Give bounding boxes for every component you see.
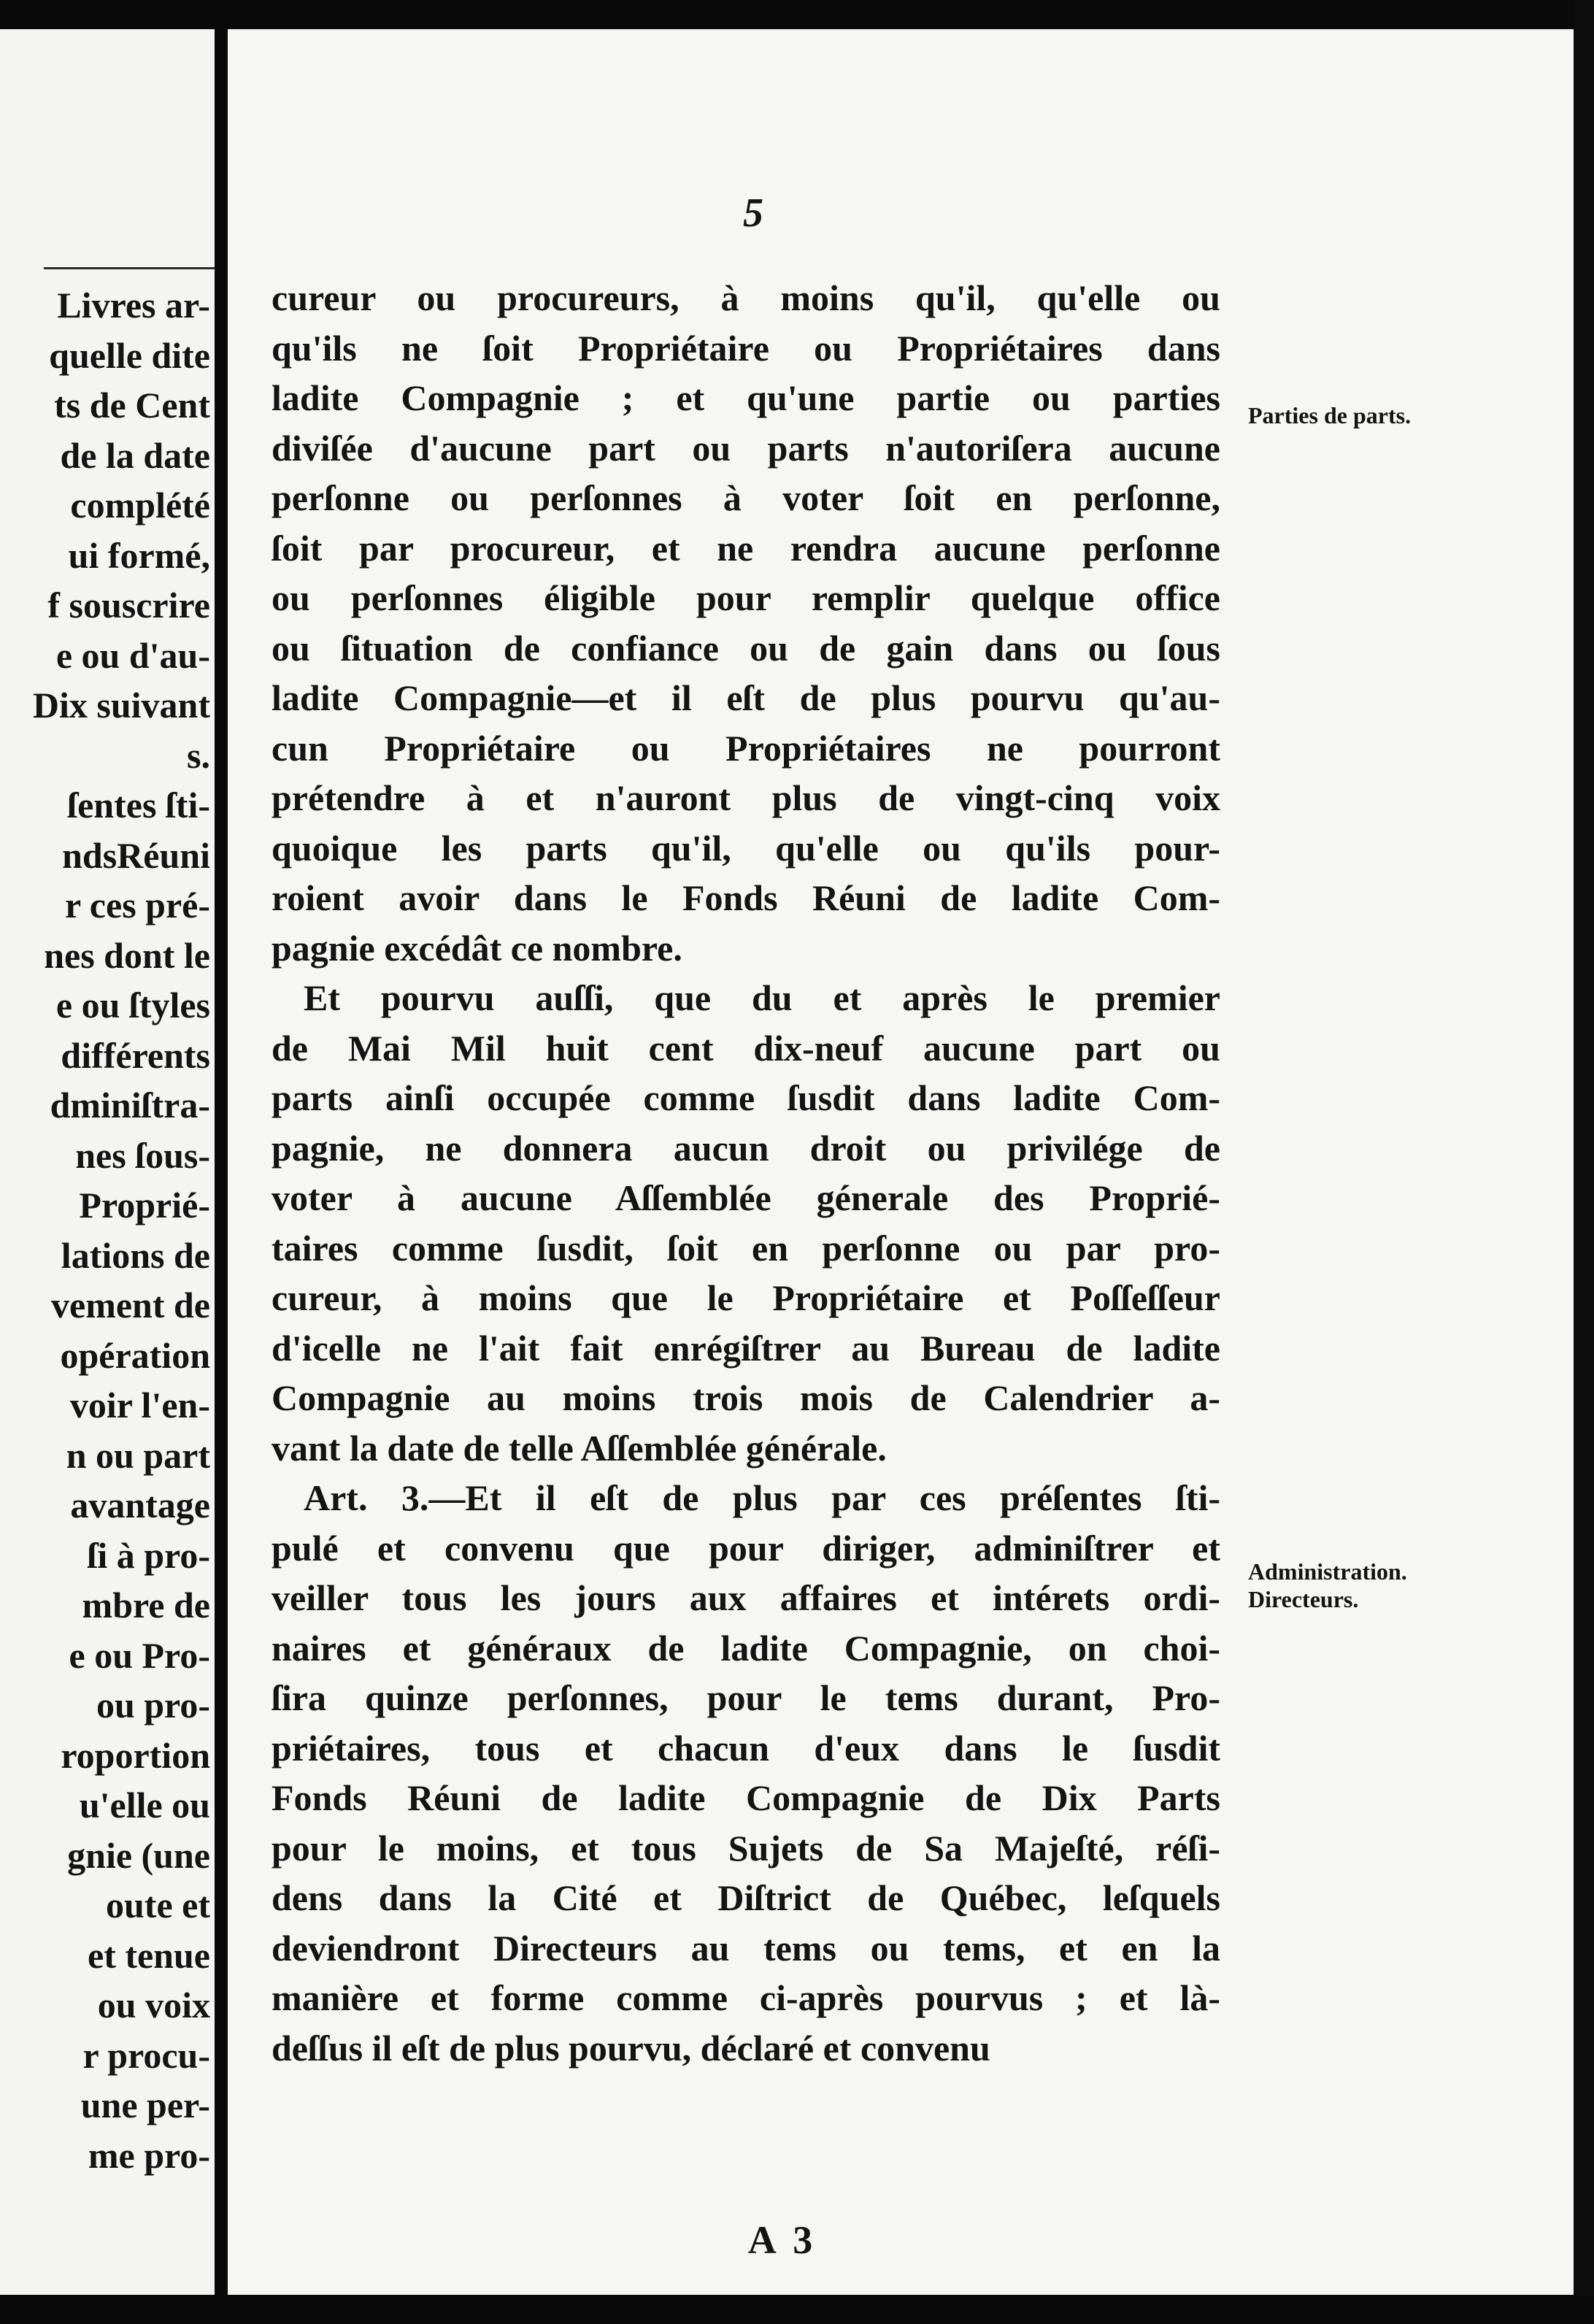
body-text — [272, 273, 1220, 2073]
left-text-line: ts de Cent — [54, 385, 210, 426]
text-line: Fonds Réuni de ladite Compagnie de Dix Parts — [272, 1777, 1220, 1818]
text-line: pagnie, ne donnera aucun droit ou privilége de — [272, 1127, 1220, 1169]
text-line: Art. 3.—Et il eſt de plus par ces préſentes ſti- — [304, 1477, 1220, 1518]
header-rule — [44, 267, 215, 269]
right-page — [228, 29, 1574, 2295]
text-line: prétendre à et n'auront plus de vingt-cinq voix — [272, 777, 1220, 818]
left-text-line: roportion — [61, 1734, 210, 1776]
left-page-text — [0, 280, 210, 2180]
left-text-line: Proprié- — [79, 1185, 210, 1226]
left-text-line: mbre de — [82, 1585, 210, 1625]
text-line: ſoit par procureur, et ne rendra aucune perſonne — [272, 527, 1220, 569]
text-line: quoique les parts qu'il, qu'elle ou qu'ils pour- — [272, 827, 1220, 869]
left-text-line: u'elle ou — [79, 1785, 210, 1825]
left-text-line: lations de — [61, 1234, 210, 1276]
text-line: manière et forme comme ci-après pourvus ; et là- — [272, 1977, 1220, 2018]
left-text-line: ſi à pro- — [87, 1534, 210, 1576]
left-text-line: vement de — [51, 1285, 210, 1325]
left-text-line: nes ſous- — [75, 1134, 210, 1176]
text-line: deviendront Directeurs au tems ou tems, et en la — [272, 1927, 1220, 1969]
left-text-line: opération — [60, 1334, 210, 1376]
left-text-line: Dix suivant — [32, 685, 210, 726]
book-gutter — [215, 0, 228, 2324]
text-line: parts ainſi occupée comme ſusdit dans ladite Com- — [272, 1077, 1220, 1118]
text-line: naires et généraux de ladite Compagnie, on choi- — [272, 1627, 1220, 1669]
left-page-fragment — [0, 29, 215, 2295]
text-line: roient avoir dans le Fonds Réuni de ladite Com- — [272, 877, 1220, 918]
left-text-line: n ou part — [66, 1434, 210, 1476]
text-line: pulé et convenu que pour diriger, adminiſtrer et — [272, 1527, 1220, 1569]
page-number: 5 — [743, 191, 763, 236]
left-text-line: de la date — [60, 434, 210, 476]
left-text-line: quelle dite — [49, 334, 210, 376]
text-line: voter à aucune Aſſemblée génerale des Proprié- — [272, 1177, 1220, 1218]
signature-mark: A 3 — [747, 2218, 817, 2262]
text-line: ou perſonnes éligible pour remplir quelque office — [272, 577, 1220, 618]
left-text-line: ſentes ſti- — [67, 785, 210, 826]
left-text-line: e ou Pro- — [69, 1634, 210, 1676]
left-text-line: me pro- — [88, 2134, 210, 2176]
text-line: d'icelle ne l'ait fait enrégiſtrer au Bureau de ladite — [272, 1327, 1220, 1369]
left-text-line: dminiſtra- — [50, 1085, 210, 1126]
text-line: qu'ils ne ſoit Propriétaire ou Propriétaires dans — [272, 327, 1220, 369]
scan-border-right — [1574, 0, 1594, 2324]
left-text-line: et tenue — [88, 1934, 210, 1976]
left-text-line: r ces pré- — [65, 885, 210, 926]
left-text-line: ndsRéuni — [62, 834, 210, 876]
left-text-line: ui formé, — [68, 534, 210, 576]
left-text-line: s. — [187, 734, 210, 776]
text-line: veiller tous les jours aux affaires et intérets ordi- — [272, 1577, 1220, 1618]
text-line: cureur, à moins que le Propriétaire et Poſſeſſeur — [272, 1277, 1220, 1318]
text-line: dens dans la Cité et Diſtrict de Québec, leſquels — [272, 1877, 1220, 1918]
left-text-line: ou pro- — [96, 1685, 210, 1725]
left-text-line: avantage — [70, 1485, 210, 1525]
margin-note-administration: Administration. — [1248, 1558, 1407, 1585]
left-text-line: nes dont le — [44, 934, 210, 976]
text-line: de Mai Mil huit cent dix-neuf aucune part ou — [272, 1027, 1220, 1069]
left-text-line: différents — [61, 1034, 210, 1076]
text-line: diviſée d'aucune part ou parts n'autoriſera aucune — [272, 427, 1220, 469]
text-line: vant la date de telle Aſſemblée générale. — [272, 1427, 887, 1469]
text-line: pagnie excédât ce nombre. — [272, 927, 682, 969]
text-line: cun Propriétaire ou Propriétaires ne pourront — [272, 727, 1220, 769]
left-text-line: f souscrire — [47, 585, 210, 626]
text-line: ſira quinze perſonnes, pour le tems durant, Pro- — [272, 1677, 1220, 1718]
left-text-line: ou voix — [97, 1985, 210, 2025]
text-line: Compagnie au moins trois mois de Calendrier a- — [272, 1377, 1220, 1418]
text-line: cureur ou procureurs, à moins qu'il, qu'elle ou — [272, 277, 1220, 318]
text-line: ladite Compagnie—et il eſt de plus pourvu qu'au- — [272, 677, 1220, 718]
text-line: priétaires, tous et chacun d'eux dans le ſusdit — [272, 1727, 1220, 1769]
text-line: taires comme ſusdit, ſoit en perſonne ou par pro- — [272, 1227, 1220, 1269]
margin-note-directeurs: Directeurs. — [1248, 1586, 1359, 1612]
scan-border-top — [0, 0, 1594, 29]
left-text-line: oute et — [106, 1885, 210, 1925]
margin-note-parties: Parties de parts. — [1248, 402, 1412, 428]
text-line: Et pourvu auſſi, que du et après le premier — [304, 977, 1220, 1018]
left-text-line: e ou ſtyles — [55, 985, 210, 1026]
text-line: ladite Compagnie ; et qu'une partie ou parties — [272, 377, 1220, 418]
left-text-line: e ou d'au- — [55, 634, 210, 676]
left-text-line: une per- — [80, 2085, 210, 2125]
left-text-line: complété — [70, 485, 210, 526]
left-text-line: voir l'en- — [69, 1385, 210, 1425]
scan-border-bottom — [0, 2295, 1594, 2324]
left-text-line: gnie (une — [67, 1834, 210, 1876]
left-text-line: Livres ar- — [57, 285, 210, 326]
text-line: pour le moins, et tous Sujets de Sa Majeſté, réſi- — [272, 1827, 1220, 1869]
left-text-line: r procu- — [82, 2034, 210, 2076]
text-line: deſſus il eſt de plus pourvu, déclaré et convenu — [272, 2027, 990, 2069]
text-line: ou ſituation de confiance ou de gain dans ou ſous — [272, 627, 1220, 669]
text-line: perſonne ou perſonnes à voter ſoit en perſonne, — [272, 477, 1220, 518]
